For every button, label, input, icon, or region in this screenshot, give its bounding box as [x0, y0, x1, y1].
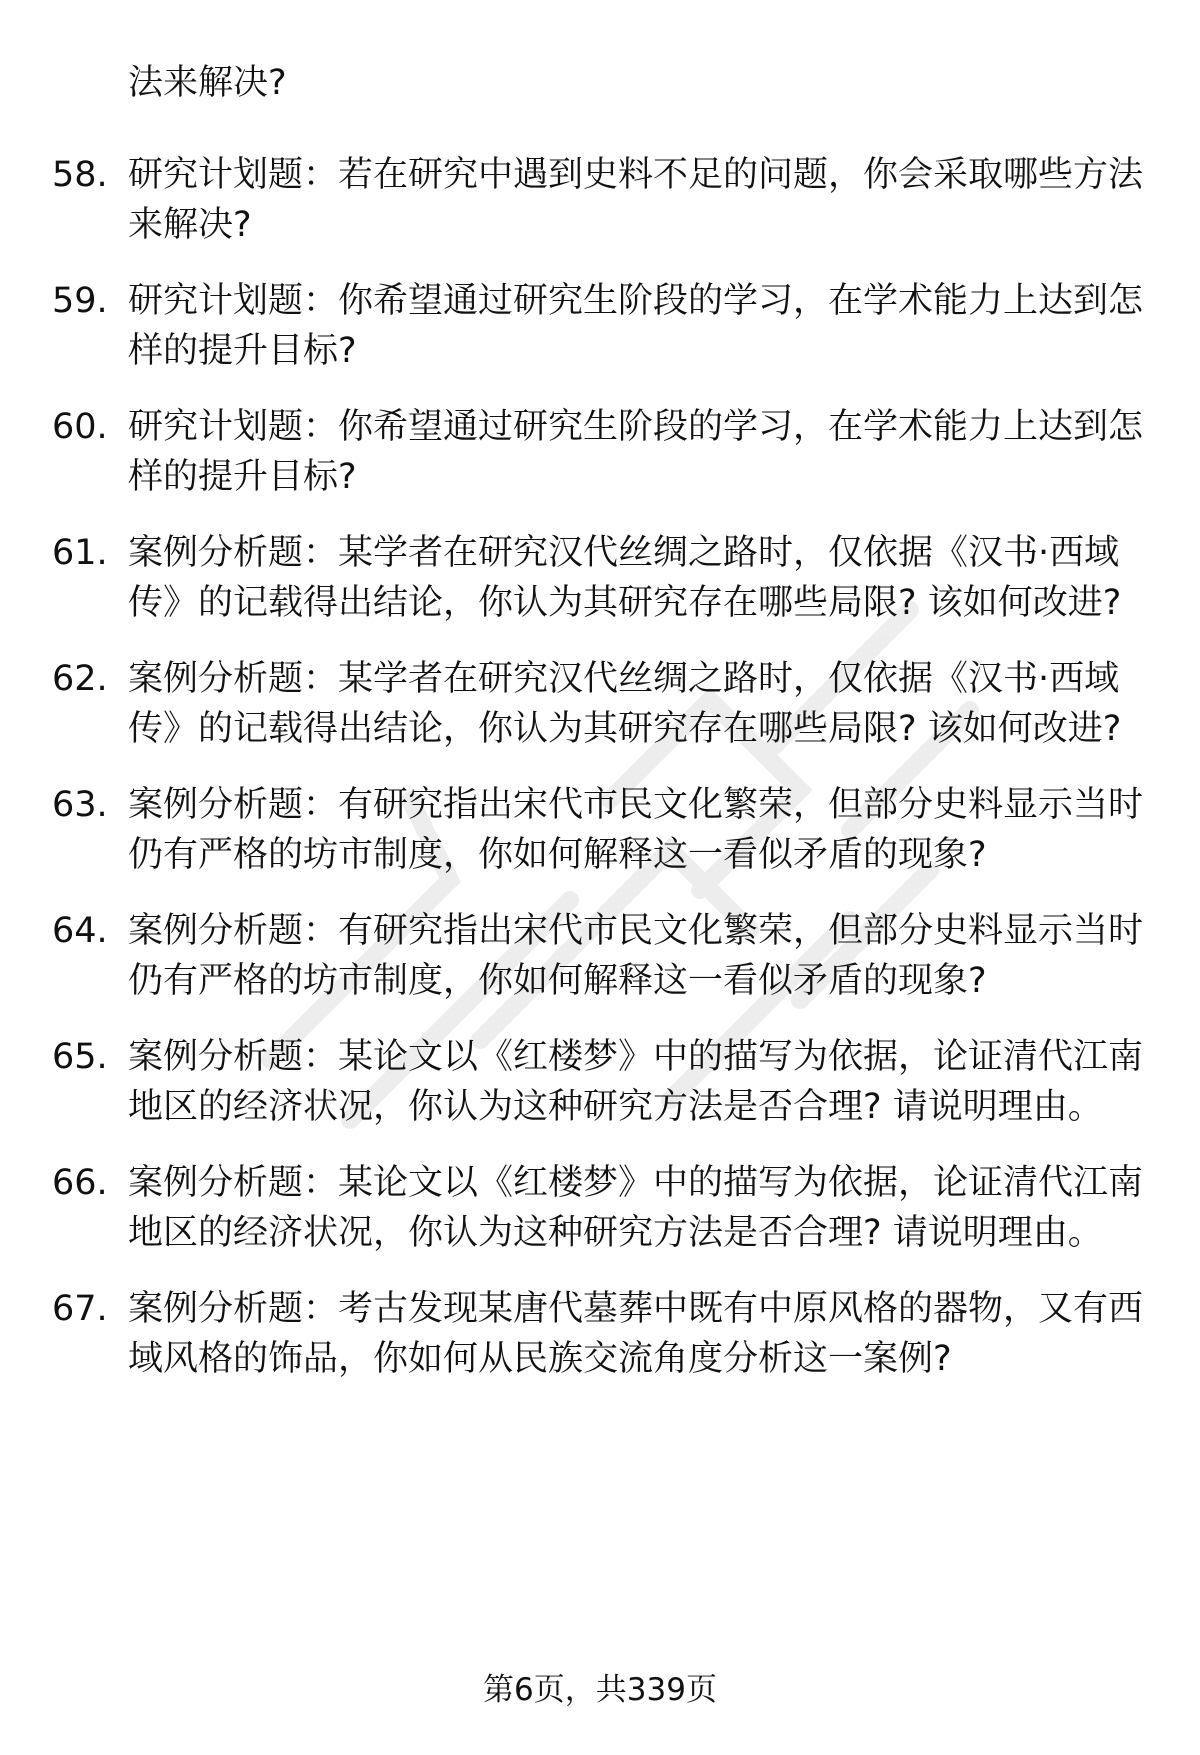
question-item	[0, 1032, 1200, 1132]
question-item	[0, 276, 1200, 376]
question-item	[0, 654, 1200, 754]
question-text: 案例分析题：考古发现某唐代墓葬中既有中原风格的器物，又有西域风格的饰品，你如何从民族交流角度分析这一案例?	[128, 1289, 1144, 1379]
question-text: 研究计划题：你希望通过研究生阶段的学习，在学术能力上达到怎样的提升目标?	[128, 281, 1144, 371]
page-footer: 第6页，共339页	[483, 1672, 717, 1708]
question-item	[0, 780, 1200, 880]
question-number: 60.	[52, 407, 108, 447]
question-number: 59.	[52, 281, 108, 321]
question-text: 研究计划题：若在研究中遇到史料不足的问题，你会采取哪些方法来解决?	[128, 155, 1144, 245]
question-item	[0, 150, 1200, 250]
question-text: 案例分析题：某学者在研究汉代丝绸之路时，仅依据《汉书·西域传》的记载得出结论，你认为其研究存在哪些局限? 该如何改进?	[128, 533, 1122, 623]
question-text: 案例分析题：某论文以《红楼梦》中的描写为依据，论证清代江南地区的经济状况，你认为这种研究方法是否合理? 请说明理由。	[128, 1163, 1144, 1253]
question-item	[0, 906, 1200, 1006]
question-number: 65.	[52, 1037, 108, 1077]
question-text: 案例分析题：有研究指出宋代市民文化繁荣，但部分史料显示当时仍有严格的坊市制度，你如何解释这一看似矛盾的现象?	[128, 785, 1144, 875]
question-text: 案例分析题：某论文以《红楼梦》中的描写为依据，论证清代江南地区的经济状况，你认为这种研究方法是否合理? 请说明理由。	[128, 1037, 1144, 1127]
question-number: 64.	[52, 911, 108, 951]
question-number: 62.	[52, 659, 108, 699]
question-number: 66.	[52, 1163, 108, 1203]
question-number: 63.	[52, 785, 108, 825]
question-item	[0, 402, 1200, 502]
question-list	[0, 150, 1200, 1410]
question-number: 58.	[52, 155, 108, 195]
continuation-text: 法来解决?	[128, 63, 287, 103]
question-text: 案例分析题：某学者在研究汉代丝绸之路时，仅依据《汉书·西域传》的记载得出结论，你认为其研究存在哪些局限? 该如何改进?	[128, 659, 1122, 749]
question-number: 61.	[52, 533, 108, 573]
question-text: 研究计划题：你希望通过研究生阶段的学习，在学术能力上达到怎样的提升目标?	[128, 407, 1144, 497]
question-item	[0, 528, 1200, 628]
question-item	[0, 1284, 1200, 1384]
question-number: 67.	[52, 1289, 108, 1329]
question-text: 案例分析题：有研究指出宋代市民文化繁荣，但部分史料显示当时仍有严格的坊市制度，你如何解释这一看似矛盾的现象?	[128, 911, 1144, 1001]
question-item	[0, 1158, 1200, 1258]
